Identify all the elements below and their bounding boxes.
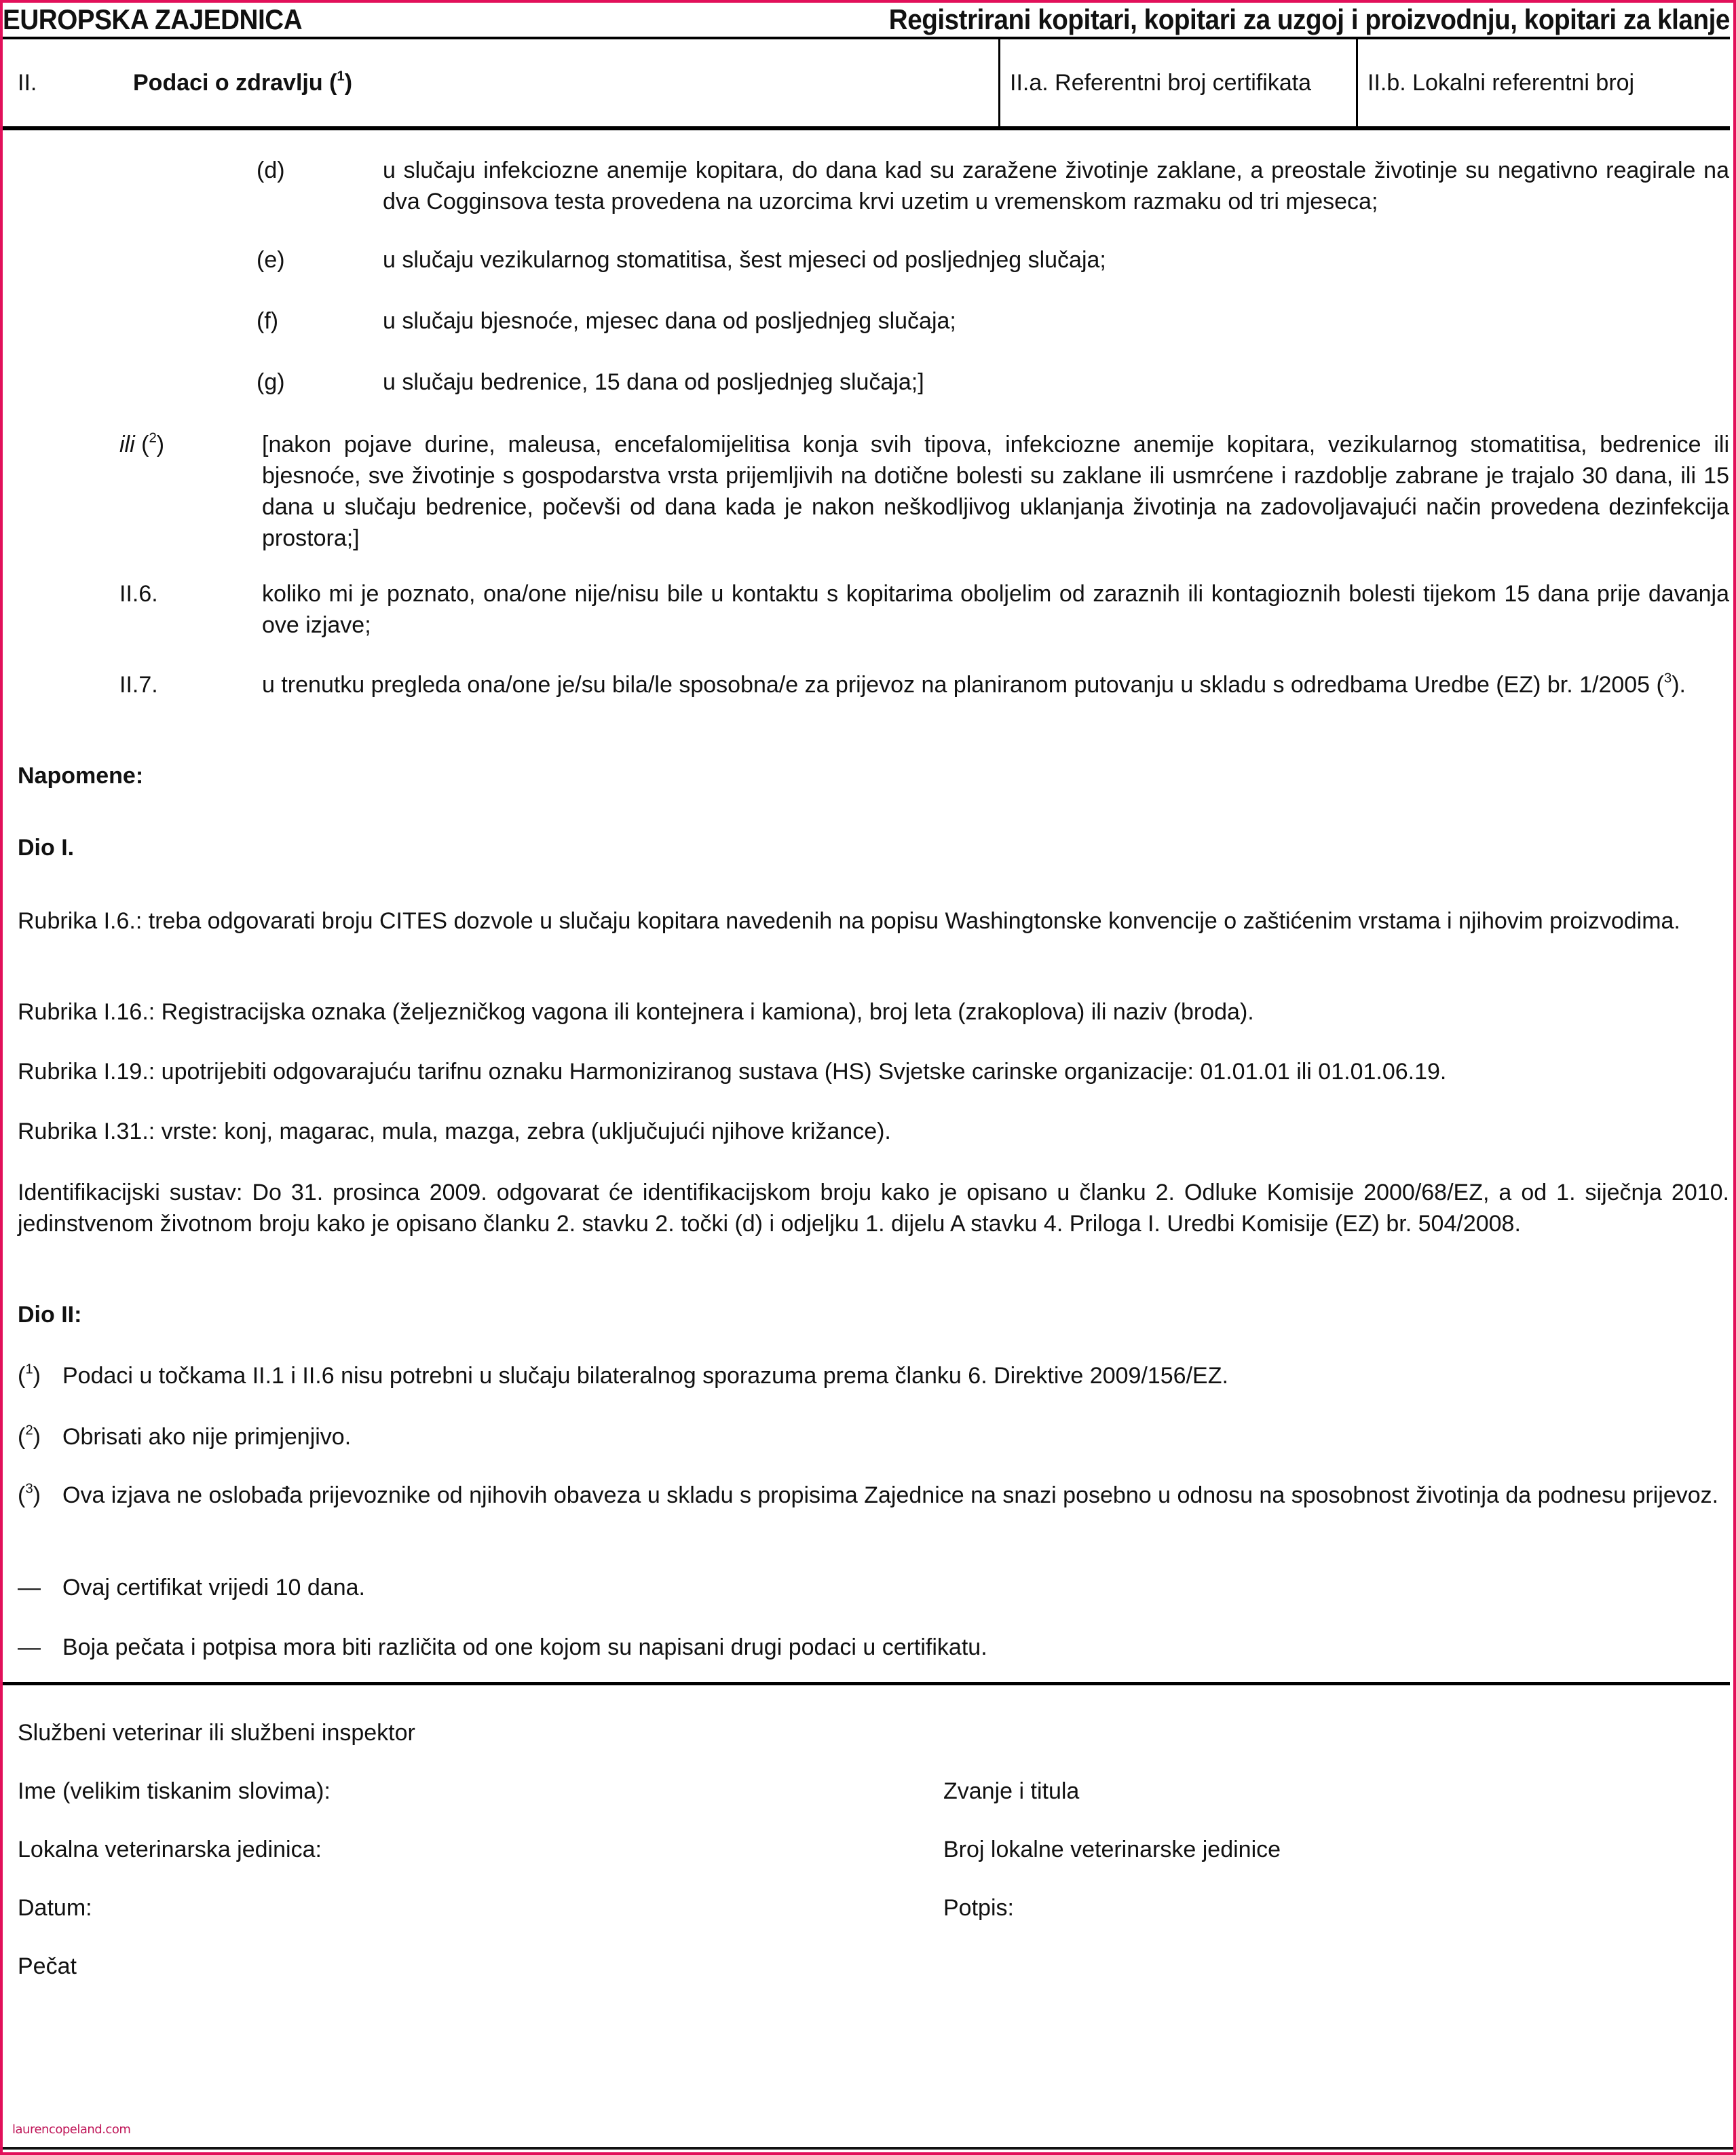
alternative-ili: ili [119, 432, 135, 457]
part1-heading: Dio I. [18, 835, 75, 861]
part2-heading: Dio II: [18, 1302, 82, 1328]
watermark: laurencopeland.com [12, 2122, 131, 2137]
section-title [3, 39, 998, 126]
notes-heading: Napomene: [18, 763, 144, 789]
condition-label: (d) [257, 157, 285, 183]
point-label: II.7. [119, 672, 158, 698]
footnote-ref: 2 [149, 430, 157, 446]
dash-icon: — [18, 1634, 41, 1660]
validity-note [18, 1572, 1729, 1603]
footnote-number: 1 [25, 1362, 33, 1377]
certificate-reference-number-field[interactable] [998, 39, 1356, 126]
alternative-label: ili ($^2$) [119, 430, 165, 457]
signature-field-label[interactable]: Potpis: [943, 1895, 1014, 1921]
stamp-color-text: Boja pečata i potpisa mora biti različita od one kojom su napisani drugi podaci u certifikatu. [62, 1634, 987, 1660]
section-header-row [3, 39, 1730, 130]
note-rubrika-I-6: Rubrika I.6.: treba odgovarati broju CITES dozvole u slučaju kopitara navedenih na popisu Washingtonske konvencije o zaštićenim vrstama i njihovim proizvodima. [18, 908, 1680, 934]
footnote-mark: ($^3$) [18, 1481, 41, 1508]
footnote-mark: ($^1$) [18, 1362, 41, 1389]
validity-text: Ovaj certifikat vrijedi 10 dana. [62, 1575, 365, 1600]
footnote-number: 2 [25, 1423, 33, 1438]
local-reference-label: II.b. Lokalni referentni broj [1367, 69, 1635, 96]
note-identification-system: Identifikacijski sustav: Do 31. prosinca 2009. odgovarat će identifikacijskom broju kako je opisano u članku 2. Odluke Komisije 2000/68/EZ, a od 1. siječnja 2010. jedinstvenom životnom broju kako je opisano članku 2. stavku 2. točki (d) i odjeljku 1. dijelu A stavku 4. Priloga I. Uredbi Komisije (EZ) br. 504/2008. [18, 1180, 1729, 1237]
footnote-mark: ($^2$) [18, 1423, 41, 1450]
section-number: II. [18, 69, 37, 96]
point-text [262, 669, 1729, 700]
bottom-rule [3, 2147, 1733, 2150]
footnote-2 [18, 1421, 1729, 1453]
condition-label: (f) [257, 308, 279, 334]
name-field-label[interactable]: Ime (velikim tiskanim slovima): [18, 1778, 331, 1804]
point-II-7 [119, 669, 1729, 700]
stamp-color-note [18, 1632, 1729, 1663]
condition-g [257, 367, 1729, 398]
footnote-number: 3 [25, 1481, 33, 1497]
condition-text: u slučaju bedrenice, 15 dana od posljednjeg slučaja;] [383, 369, 924, 395]
condition-d [257, 155, 1729, 217]
condition-e [257, 244, 1729, 276]
note-rubrika-I-16: Rubrika I.16.: Registracijska oznaka (željezničkog vagona ili kontejnera i kamiona), broj leta (zrakoplova) ili naziv (broda). [18, 999, 1254, 1025]
community-title: EUROPSKA ZAJEDNICA [3, 3, 303, 35]
footnote-text: Podaci u točkama II.1 i II.6 nisu potrebni u slučaju bilateralnog sporazuma prema članku 6. Direktive 2009/156/EZ. [62, 1363, 1228, 1389]
footnote-3 [18, 1480, 1729, 1511]
date-field-label[interactable]: Datum: [18, 1895, 92, 1921]
point-II-6 [119, 578, 1729, 641]
condition-f [257, 305, 1729, 337]
document-header [3, 3, 1730, 39]
note-rubrika-I-19: Rubrika I.19.: upotrijebiti odgovarajuću tarifnu oznaku Harmoniziranog sustava (HS) Svjetske carinske organizacije: 01.01.01 ili 01.01.06.19. [18, 1059, 1447, 1085]
footnote-text: Obrisati ako nije primjenjivo. [62, 1424, 352, 1450]
dash-icon: — [18, 1575, 41, 1600]
footnote-ref: 1 [337, 69, 345, 84]
local-unit-field-label[interactable]: Lokalna veterinarska jedinica: [18, 1837, 322, 1862]
condition-text: u slučaju vezikularnog stomatitisa, šest mjeseci od posljednjeg slučaja; [383, 247, 1106, 273]
certificate-reference-label: II.a. Referentni broj certifikata [1010, 69, 1312, 96]
footnote-1 [18, 1360, 1729, 1391]
certificate-page [3, 3, 1733, 2152]
condition-text: u slučaju infekciozne anemije kopitara, do dana kad su zaražene životinje zaklane, a preostale životinje su negativno reagirale na dva Cogginsova testa provedena na uzorcima krvi uzetim u vremenskom razmaku od tri mjeseca; [383, 157, 1729, 214]
note-rubrika-I-31: Rubrika I.31.: vrste: konj, magarac, mula, mazga, zebra (uključujući njihove križance). [18, 1119, 891, 1144]
official-title: Službeni veterinar ili službeni inspektor [18, 1720, 415, 1746]
signature-divider [3, 1682, 1730, 1685]
certificate-type-title: Registrirani kopitari, kopitari za uzgoj i proizvodnju, kopitari za klanje [888, 3, 1730, 35]
condition-label: (g) [257, 369, 285, 395]
alternative-text: [nakon pojave durine, maleusa, encefalomijelitisa konja svih tipova, infekciozne anemije kopitara, vezikularnog stomatitisa, bedrenice ili bjesnoće, sve životinje s gospodarstva vrsta prijemljivih na dotične bolesti su zaklane ili usmrćene i razdoblje zabrane je trajalo 30 dana, ili 15 dana u slučaju bedrenice, počevši od dana kada je nakon neškodljivog uklanjanja životinja na zadovoljavajući način provedena dezinfekcija prostora;] [262, 432, 1729, 551]
footnote-ref: 3 [1663, 671, 1672, 686]
point-text: koliko mi je poznato, ona/one nije/nisu bile u kontaktu s kopitarima oboljelim od zaraznih ili kontagioznih bolesti tijekom 15 dana prije davanja ove izjave; [262, 581, 1729, 638]
paren: ) [344, 69, 353, 96]
point-text-main: u trenutku pregleda ona/one je/su bila/le sposobna/e za prijevoz na planiranom putovanju u skladu s odredbama Uredbe (EZ) br. 1/2005 ( [262, 672, 1664, 698]
point-text-tail: ). [1672, 672, 1686, 698]
stamp-field-label[interactable]: Pečat [18, 1953, 77, 1979]
footnote-text: Ova izjava ne oslobađa prijevoznike od njihovih obaveza u skladu s propisima Zajednice na snazi posebno u odnosu na sposobnost životinja da podnesu prijevoz. [62, 1482, 1719, 1508]
rank-title-field-label[interactable]: Zvanje i titula [943, 1778, 1080, 1804]
condition-text: u slučaju bjesnoće, mjesec dana od posljednjeg slučaja; [383, 308, 956, 334]
section-name-text: Podaci o zdravlju ( [133, 69, 337, 96]
condition-label: (e) [257, 247, 285, 273]
alternative-clause [119, 429, 1729, 554]
local-reference-number-field[interactable] [1356, 39, 1730, 126]
point-label: II.6. [119, 581, 158, 607]
section-name [133, 70, 352, 96]
local-unit-number-field-label[interactable]: Broj lokalne veterinarske jedinice [943, 1837, 1281, 1862]
